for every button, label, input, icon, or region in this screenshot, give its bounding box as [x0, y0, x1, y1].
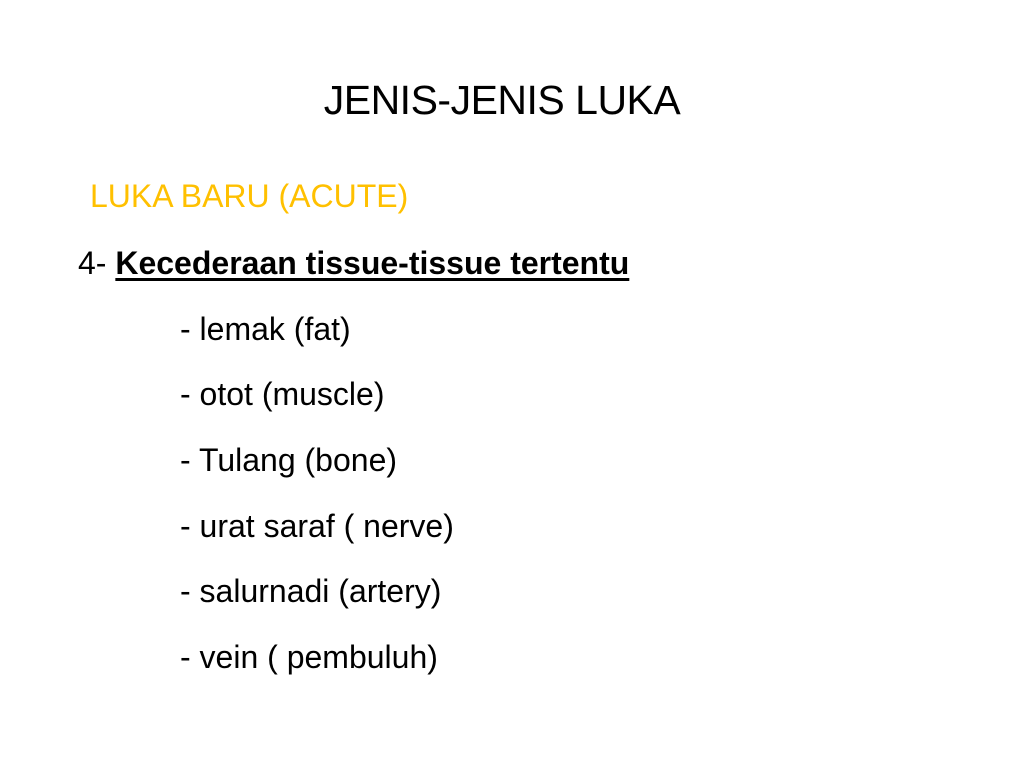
point-number: 4- — [78, 245, 107, 281]
list-item-nerve: - urat saraf ( nerve) — [180, 508, 454, 544]
list-item-artery: - salurnadi (artery) — [180, 573, 442, 609]
list-item-vein: - vein ( pembuluh) — [180, 639, 438, 675]
list-item-bone: - Tulang (bone) — [180, 442, 398, 478]
point-line — [78, 243, 629, 283]
slide-subtitle: LUKA BARU (ACUTE) — [90, 178, 409, 214]
slide-title: JENIS-JENIS LUKA — [323, 77, 681, 123]
list-item-fat: - lemak (fat) — [180, 311, 351, 347]
point-heading: Kecederaan tissue-tissue tertentu — [115, 245, 630, 281]
list-item-muscle: - otot (muscle) — [180, 376, 385, 412]
